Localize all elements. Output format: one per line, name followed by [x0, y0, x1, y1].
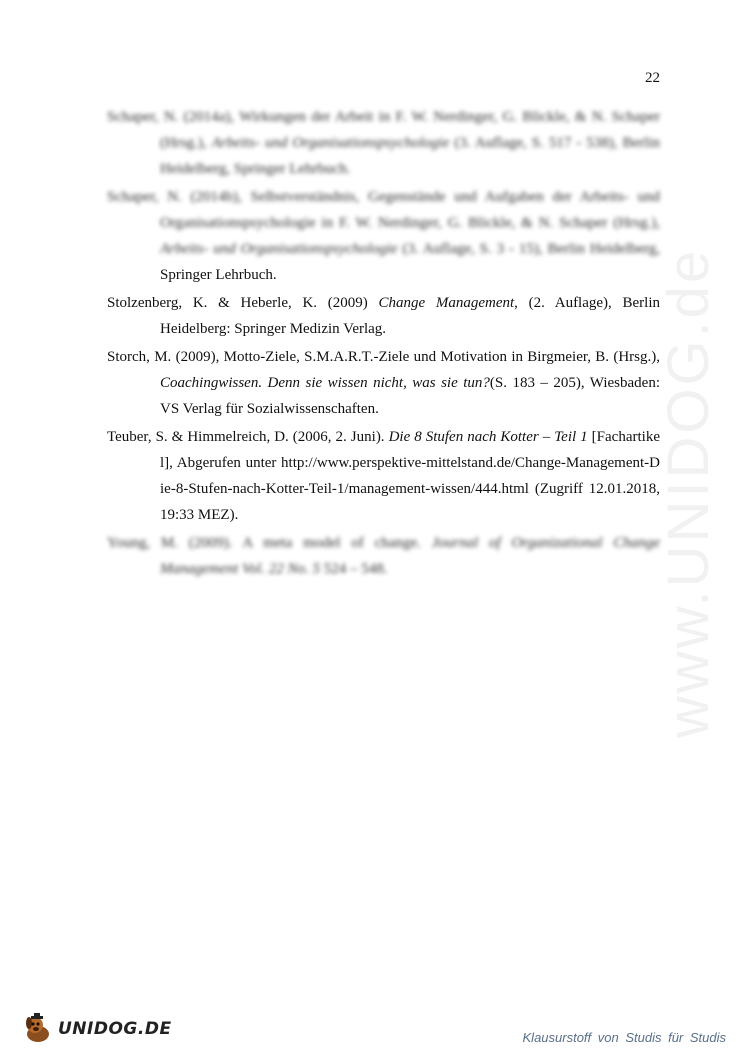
reference-title: Arbeits- und Organisationspsychologie [160, 241, 398, 257]
watermark: www.UNIDOG.de [656, 247, 721, 738]
footer-tagline: Klausurstoff von Studis für Studis [522, 1030, 726, 1045]
reference-source: , (2. Auflage), Berlin Heidelberg: Springer Medizin Verlag. [160, 295, 660, 337]
reference-source: 524 – 548. [319, 561, 388, 577]
reference-title: Arbeits- und Organisationspsychologie [211, 135, 450, 151]
reference-entry [107, 184, 660, 288]
reference-source: (S. 183 – 205), Wiesbaden: VS Verlag für Sozialwissenschaften. [160, 375, 660, 417]
reference-source: (3. Auflage, S. 517 - 538), Berlin Heidelberg, Springer Lehrbuch. [160, 135, 660, 177]
reference-entry [107, 290, 660, 342]
reference-authors: Stolzenberg, K. & Heberle, K. (2009) [107, 295, 379, 311]
reference-entry [107, 344, 660, 422]
reference-list [107, 104, 660, 584]
reference-title: Journal of Organizational Change Management Vol. 22 No. 5 [160, 535, 660, 577]
reference-source: (3. Auflage, S. 3 - 15), Berlin Heidelberg, [397, 241, 660, 257]
reference-publisher: Springer Lehrbuch. [160, 267, 277, 283]
footer-logo[interactable] [22, 1012, 172, 1046]
reference-authors: Storch, M. (2009), Motto-Ziele, S.M.A.R.T.-Ziele und Motivation in Birgmeier, B. (Hrsg.), [107, 349, 660, 365]
reference-authors: Young, M. (2009). A meta model of change. [107, 535, 432, 551]
dog-mascot-icon [22, 1012, 56, 1046]
reference-authors: Schaper, N. (2014a), Wirkungen der Arbeit in F. W. Nerdinger, G. Blickle, & N. Schaper (Hrsg.), [107, 109, 660, 151]
reference-source: [Fachartikel], Abgerufen unter http://www.perspektive-mittelstand.de/Change-Management-Die-8-Stufen-nach-Kotter-Teil-1/management-wissen/444.html (Zugriff 12.01.2018, 19:33 MEZ). [160, 429, 660, 523]
reference-entry [107, 424, 660, 528]
logo-text: UNIDOG.DE [58, 1019, 172, 1039]
reference-entry [107, 104, 660, 182]
reference-title: Coachingwissen. Denn sie wissen nicht, was sie tun? [160, 375, 490, 391]
page-number: 22 [645, 70, 660, 86]
reference-title: Die 8 Stufen nach Kotter – Teil 1 [388, 429, 588, 445]
reference-authors: Teuber, S. & Himmelreich, D. (2006, 2. Juni). [107, 429, 389, 445]
reference-title: Change Management [378, 295, 515, 311]
reference-entry [107, 530, 660, 582]
reference-authors: Schaper, N. (2014b), Selbstverständnis, Gegenstände und Aufgaben der Arbeits- und Organisationspsychologie in F. W. Nerdinger, G. Blickle, & N. Schaper (Hrsg.), [107, 189, 660, 231]
